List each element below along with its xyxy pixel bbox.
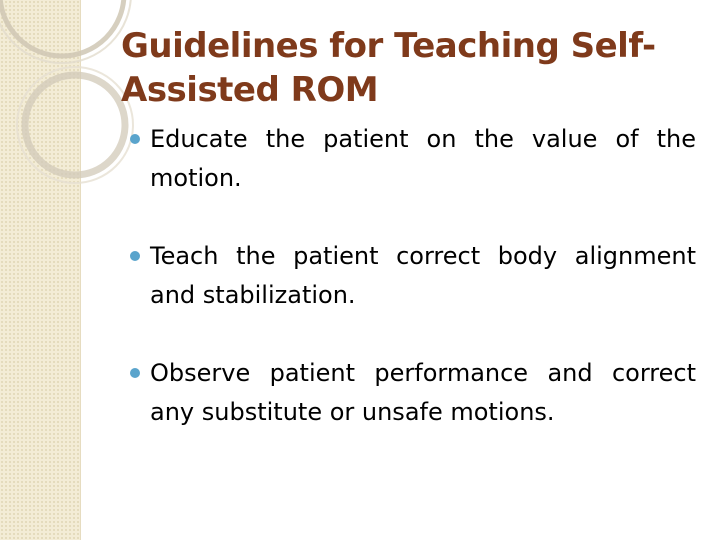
slide-title: Guidelines for Teaching Self-Assisted ROM	[121, 26, 656, 110]
list-item	[128, 237, 696, 315]
bullet-dot-icon	[130, 251, 140, 261]
list-item	[128, 120, 696, 198]
bullet-dot-icon	[130, 134, 140, 144]
bullet-list	[128, 120, 696, 471]
decorative-rings-icon	[0, 0, 140, 200]
bullet-text: Observe patient performance and correct any substitute or unsafe motions.	[150, 359, 696, 426]
bullet-text: Teach the patient correct body alignment and stabilization.	[150, 242, 696, 309]
bullet-dot-icon	[130, 368, 140, 378]
bullet-text: Educate the patient on the value of the motion.	[150, 125, 696, 192]
list-item	[128, 354, 696, 432]
